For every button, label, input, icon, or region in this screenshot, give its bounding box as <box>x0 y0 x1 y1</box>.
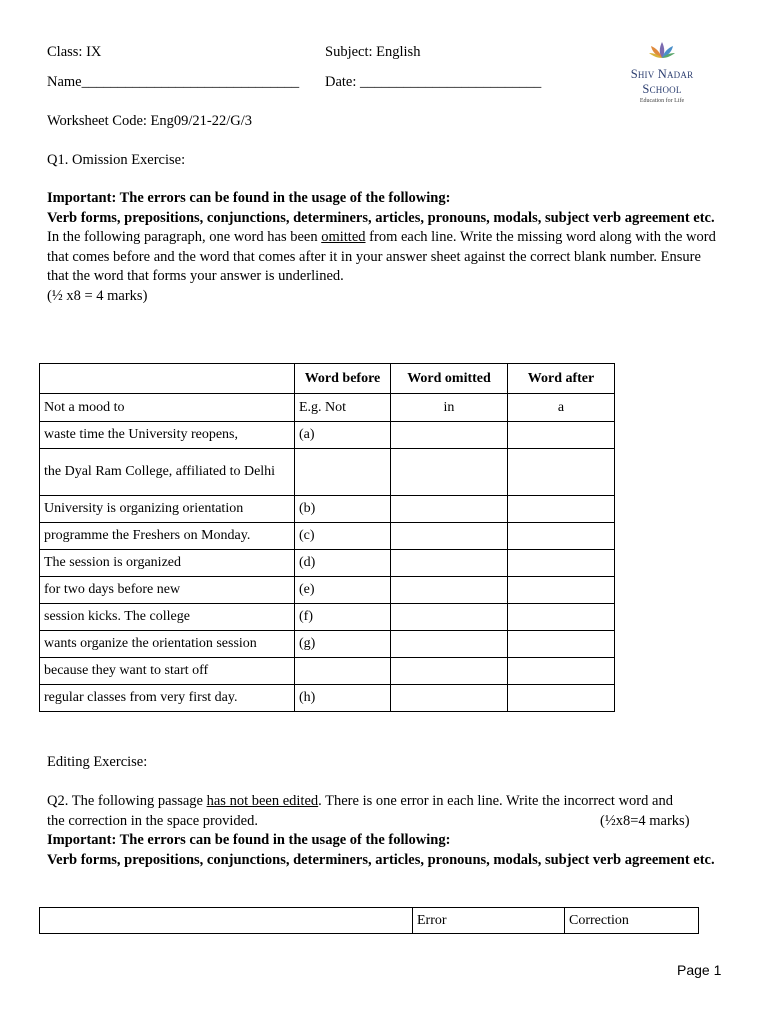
date-field: Date: _________________________ <box>325 74 542 90</box>
table-cell: programme the Freshers on Monday. <box>40 523 295 550</box>
header-cell: Word after <box>508 364 615 394</box>
page-number: Page 1 <box>677 962 722 978</box>
editing-title: Editing Exercise: <box>47 754 148 770</box>
header-cell: Correction <box>565 908 699 934</box>
table-cell <box>508 523 615 550</box>
table-row <box>40 685 615 712</box>
table-cell: in <box>391 394 508 422</box>
table-cell: (e) <box>295 577 391 604</box>
editing-header-row <box>40 908 699 934</box>
table-cell <box>508 631 615 658</box>
table-cell: (g) <box>295 631 391 658</box>
table-row <box>40 604 615 631</box>
table-row <box>40 631 615 658</box>
q2-marks: (½x8=4 marks) <box>600 812 690 829</box>
header-cell: Word omitted <box>391 364 508 394</box>
name-field: Name______________________________ <box>47 74 300 90</box>
table-cell <box>391 550 508 577</box>
table-cell: (a) <box>295 422 391 449</box>
table-cell <box>508 658 615 685</box>
table-cell: (d) <box>295 550 391 577</box>
table-cell <box>508 422 615 449</box>
editing-table <box>39 907 699 934</box>
table-cell: (c) <box>295 523 391 550</box>
q2-important-line1: Important: The errors can be found in the usage of the following: <box>47 832 451 848</box>
table-cell: University is organizing orientation <box>40 496 295 523</box>
lotus-icon <box>647 40 677 60</box>
table-row <box>40 422 615 449</box>
table-cell <box>508 496 615 523</box>
table-cell <box>508 550 615 577</box>
table-cell: wants organize the orientation session <box>40 631 295 658</box>
q2-instructions <box>47 792 722 870</box>
header-cell: Error <box>413 908 565 934</box>
table-cell <box>508 577 615 604</box>
omitted-word: omitted <box>321 229 366 245</box>
table-row <box>40 496 615 523</box>
table-cell: session kicks. The college <box>40 604 295 631</box>
table-row <box>40 577 615 604</box>
q1-title: Q1. Omission Exercise: <box>47 152 186 168</box>
subject-label: Subject: English <box>325 44 421 60</box>
q1-marks: (½ x8 = 4 marks) <box>47 287 148 304</box>
omission-table <box>39 363 615 712</box>
table-cell: because they want to start off <box>40 658 295 685</box>
not-edited-phrase: has not been edited <box>206 793 319 809</box>
q1-important-line2: Verb forms, prepositions, conjunctions, determiners, articles, pronouns, modals, subject verb agreement etc. <box>47 209 715 226</box>
header-cell: Word before <box>295 364 391 394</box>
table-cell: waste time the University reopens, <box>40 422 295 449</box>
table-row <box>40 523 615 550</box>
table-row <box>40 658 615 685</box>
table-cell <box>391 604 508 631</box>
table-cell <box>391 496 508 523</box>
table-cell: (b) <box>295 496 391 523</box>
table-row <box>40 394 615 422</box>
table-cell: regular classes from very first day. <box>40 685 295 712</box>
table-cell: The session is organized <box>40 550 295 577</box>
table-cell: for two days before new <box>40 577 295 604</box>
table-cell <box>391 422 508 449</box>
table-cell <box>508 449 615 496</box>
logo-tagline: Education for Life <box>639 98 685 104</box>
table-cell <box>391 658 508 685</box>
table-cell <box>391 449 508 496</box>
table-cell <box>295 449 391 496</box>
table-cell <box>508 685 615 712</box>
q1-important-line1: Important: The errors can be found in the usage of the following: <box>47 190 451 206</box>
logo-name: Shiv Nadar School <box>630 67 694 96</box>
table-cell <box>391 685 508 712</box>
worksheet-code: Worksheet Code: Eng09/21-22/G/3 <box>47 113 253 129</box>
q1-instruction-text: In the following paragraph, one word has been omitted from each line. Write the missing word along with the word that comes before and the word that comes after it in your answer sheet against the correct blank number. Ensure that the word that forms your answer is underlined. <box>47 229 716 284</box>
school-logo <box>612 40 712 104</box>
table-cell: (f) <box>295 604 391 631</box>
q2-important-line2: Verb forms, prepositions, conjunctions, determiners, articles, pronouns, modals, subject verb agreement etc. <box>47 851 715 868</box>
table-cell <box>295 658 391 685</box>
table-cell: E.g. Not <box>295 394 391 422</box>
table-cell <box>391 523 508 550</box>
table-cell: Not a mood to <box>40 394 295 422</box>
header-cell <box>40 364 295 394</box>
q1-instructions <box>47 189 722 306</box>
table-cell <box>508 604 615 631</box>
table-cell <box>391 577 508 604</box>
table-row <box>40 449 615 496</box>
header-cell <box>40 908 413 934</box>
table-header-row <box>40 364 615 394</box>
table-cell: the Dyal Ram College, affiliated to Delhi <box>40 449 295 496</box>
q2-instruction-line2: the correction in the space provided. (½x8=4 marks) <box>47 812 722 832</box>
class-label: Class: IX <box>47 44 102 60</box>
table-cell: a <box>508 394 615 422</box>
table-cell <box>391 631 508 658</box>
table-cell: (h) <box>295 685 391 712</box>
table-row <box>40 550 615 577</box>
q2-instruction-line1: Q2. The following passage has not been edited. There is one error in each line. Write the incorrect word and <box>47 793 673 809</box>
